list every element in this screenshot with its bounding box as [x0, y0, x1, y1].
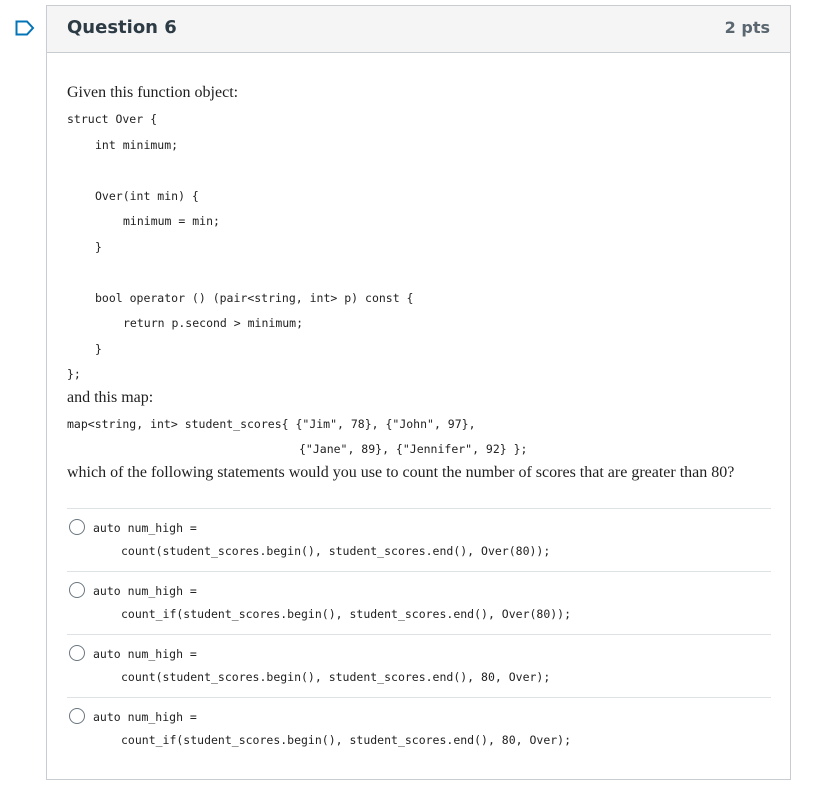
- answer-option[interactable]: [69, 519, 769, 569]
- answer-code-line: count_if(student_scores.begin(), student_scores.end(), 80, Over);: [121, 733, 572, 747]
- answer-option[interactable]: [69, 582, 769, 632]
- map-code-line: {"Jane", 89}, {"Jennifer", 92} };: [299, 442, 528, 456]
- answer-radio[interactable]: [69, 708, 85, 724]
- answer-code-line: count_if(student_scores.begin(), student_scores.end(), Over(80));: [121, 607, 572, 621]
- answer-code-line: count(student_scores.begin(), student_scores.end(), 80, Over);: [121, 670, 551, 684]
- answer-radio[interactable]: [69, 582, 85, 598]
- flag-question-icon[interactable]: [15, 20, 35, 36]
- code-line: }: [95, 342, 102, 356]
- answer-divider: [67, 571, 771, 572]
- code-line: minimum = min;: [123, 214, 220, 228]
- question-intro: Given this function object:: [67, 84, 239, 101]
- question-header: [47, 6, 790, 53]
- code-line: struct Over {: [67, 112, 158, 126]
- code-line: };: [67, 367, 81, 381]
- question-card: [46, 5, 791, 780]
- answer-code-line: auto num_high =: [93, 710, 197, 724]
- answer-option[interactable]: [69, 708, 769, 758]
- code-line: return p.second > minimum;: [123, 316, 304, 330]
- answer-code-line: auto num_high =: [93, 647, 197, 661]
- map-intro: and this map:: [67, 389, 154, 406]
- code-line: Over(int min) {: [95, 189, 199, 203]
- question-points: 2 pts: [724, 18, 770, 37]
- code-line: }: [95, 240, 102, 254]
- question-prompt: which of the following statements would you use to count the number of scores that are greater than 80?: [67, 464, 735, 481]
- answer-code-line: auto num_high =: [93, 521, 197, 535]
- answer-divider: [67, 508, 771, 509]
- answer-option[interactable]: [69, 645, 769, 695]
- code-line: bool operator () (pair<string, int> p) const {: [95, 291, 414, 305]
- answer-radio[interactable]: [69, 645, 85, 661]
- map-code-line: map<string, int> student_scores{ {"Jim", 78}, {"John", 97},: [67, 417, 476, 431]
- answer-code-line: auto num_high =: [93, 584, 197, 598]
- code-line: int minimum;: [95, 138, 179, 152]
- answer-divider: [67, 697, 771, 698]
- answer-code-line: count(student_scores.begin(), student_scores.end(), Over(80));: [121, 544, 551, 558]
- question-title: Question 6: [67, 17, 177, 38]
- answer-divider: [67, 634, 771, 635]
- answer-radio[interactable]: [69, 519, 85, 535]
